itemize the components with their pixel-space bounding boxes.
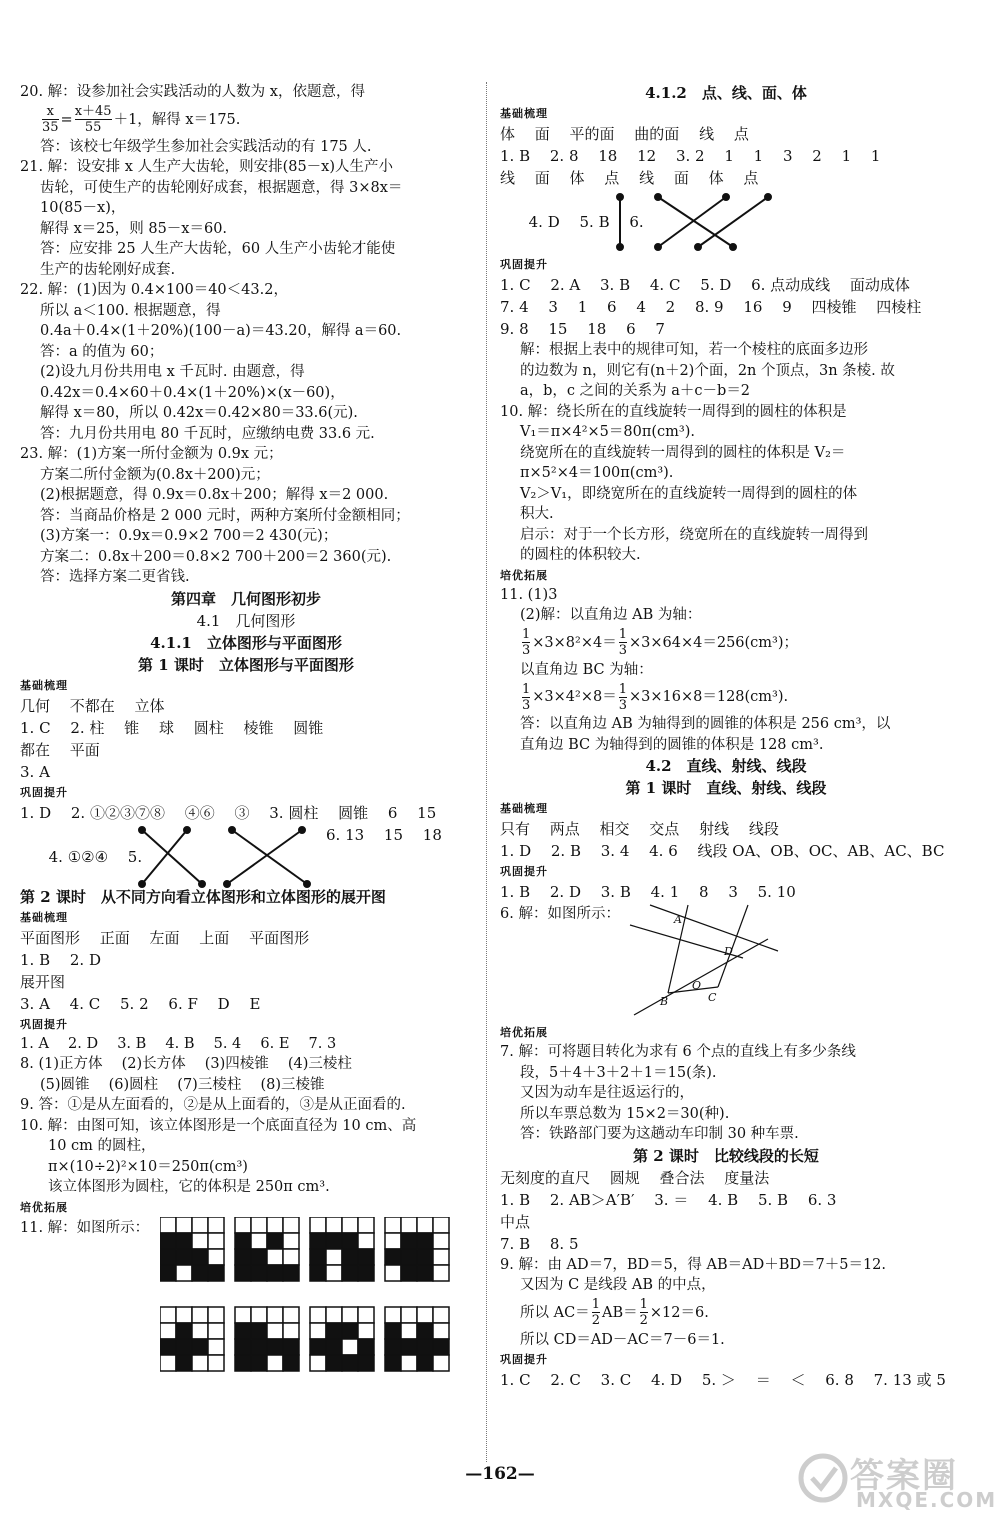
q21-line: 21. 解：设安排 x 人生产大齿轮，则安排(85－x)人生产小 [20, 159, 394, 175]
q22-line: 解得 x＝80，所以 0.42x＝0.42×80＝33.6(元). [40, 405, 358, 421]
answer-line: 只有 两点 相交 交点 射线 线段 [500, 820, 779, 838]
grid-cell [310, 1249, 326, 1265]
left-column [20, 82, 472, 1397]
grid-cell [326, 1307, 342, 1323]
answer-line: 9. 答：①是从左面看的，②是从上面看的，③是从正面看的. [20, 1097, 406, 1113]
q22-line: 0.4a＋0.4×(1＋20%)(100－a)＝43.20，解得 a＝60. [40, 323, 402, 339]
q20-equation [20, 103, 472, 137]
answer-line: (5)圆锥 (6)圆柱 (7)三棱柱 (8)三棱锥 [40, 1076, 325, 1093]
section-heading: 4.2 直线、射线、线段 [645, 757, 807, 775]
q20-line: 20. 解：设参加社会实践活动的人数为 x，依题意，得 [20, 84, 365, 100]
grid-cell [326, 1249, 342, 1265]
grid-cell [235, 1233, 251, 1249]
denominator: 3 [618, 697, 627, 713]
grid-cell [342, 1217, 358, 1233]
numerator: 1 [591, 1297, 600, 1312]
lesson-heading: 第 2 课时 比较线段的长短 [633, 1146, 819, 1165]
point-line-figure [608, 189, 788, 255]
answer-line: a，b，c 之间的关系为 a＋c－b＝2 [520, 383, 751, 399]
matching-figure [132, 826, 332, 890]
q4-q5-text: 4. ①②④ 5. [48, 847, 143, 866]
grid-cell [160, 1339, 176, 1355]
fraction [619, 682, 627, 713]
numerator: x [42, 104, 59, 120]
answer-line: 1. D 2. ①②③⑦⑧ ④⑥ ③ 3. 圆柱 圆锥 6 15 [20, 803, 437, 822]
grid-cell [251, 1323, 267, 1339]
q4-q6-text: 4. D 5. B 6. [528, 213, 644, 231]
grid-cell [267, 1355, 283, 1371]
grid-cell [208, 1339, 224, 1355]
consolidate-label: 巩固提升 [500, 865, 548, 878]
grid-cell [283, 1265, 299, 1281]
answer-line: 展开图 [20, 972, 66, 991]
numerator: 1 [639, 1297, 648, 1312]
volume-equation [500, 680, 952, 714]
grid-cell [385, 1355, 401, 1371]
grid-cell [251, 1307, 267, 1323]
grid-cell [267, 1339, 283, 1355]
q6-text: 6. 解：如图所示： [500, 906, 620, 922]
q23-line: 答：当商品价格是 2 000 元时，两种方案所付金额相同； [40, 507, 410, 524]
grid-cell [251, 1339, 267, 1355]
answer-line: 1. B 2. D [20, 950, 101, 969]
grid-cell [208, 1355, 224, 1371]
grid-cell [208, 1323, 224, 1339]
answer-line: (2)解：以直角边 AB 为轴： [520, 607, 702, 623]
q23-line: 方案二所付金额为(0.8x＋200)元； [40, 466, 270, 483]
answer-line: 所以 CD＝AD－AC＝7－6＝1. [520, 1331, 725, 1348]
fraction [522, 627, 530, 658]
answer-line: 1. C 2. A 3. B 4. C 5. D 6. 点动成线 面动成体 [500, 276, 910, 294]
chapter-heading: 第四章 几何图形初步 [170, 589, 321, 608]
grid-cell [342, 1249, 358, 1265]
grid-cell [326, 1323, 342, 1339]
extension-label: 培优拓展 [500, 568, 548, 582]
column-divider [486, 82, 487, 1462]
grid-cell [176, 1265, 192, 1281]
grid-cell [251, 1265, 267, 1281]
grid-cell [417, 1339, 433, 1355]
answer-line: 3. A [20, 762, 50, 781]
answer-line: 答：铁路部门要为这趟动车印制 30 种车票. [520, 1126, 799, 1142]
grid-cell [235, 1355, 251, 1371]
grid-cell [267, 1307, 283, 1323]
answer-line: 几何 不都在 立体 [20, 696, 165, 715]
answer-line: 无刻度的直尺 圆规 叠合法 度量法 [500, 1168, 770, 1187]
answer-line: π×(10÷2)²×10＝250π(cm³) [48, 1158, 248, 1175]
grid-cell [160, 1265, 176, 1281]
watermark-logo [798, 1448, 998, 1520]
q21-line: 齿轮，可使生产的齿轮刚好成套，根据题意，得 3×8x＝ [40, 179, 403, 196]
grid-cell [417, 1323, 433, 1339]
grid-cell [433, 1355, 449, 1371]
equation-part: ×3×8²×4＝ [532, 634, 617, 651]
subsection-heading: 4.1.2 点、线、面、体 [645, 84, 807, 102]
grid-cell [235, 1307, 251, 1323]
answer-line: 所以车票总数为 15×2＝30(种). [520, 1105, 730, 1122]
answer-line: V₂＞V₁，即绕宽所在的直线旋转一周得到的圆柱的体 [520, 485, 858, 502]
grid-cell [326, 1233, 342, 1249]
answer-line: 绕宽所在的直线旋转一周得到的圆柱的体积是 V₂＝ [520, 444, 846, 461]
lesson-heading: 第 2 课时 从不同方向看立体图形和立体图形的展开图 [20, 887, 386, 906]
grid-cell [433, 1217, 449, 1233]
view-grid [310, 1217, 374, 1281]
q23-line: (2)根据题意，得 0.9x＝0.8x＋200；解得 x＝2 000. [40, 487, 389, 503]
equation-rest: ×12＝6. [649, 1304, 709, 1321]
grid-cell [283, 1307, 299, 1323]
page-number: —162— [465, 1464, 535, 1484]
grid-cell [208, 1217, 224, 1233]
numerator: 1 [522, 681, 531, 697]
grid-cell [160, 1355, 176, 1371]
view-grid [310, 1307, 374, 1371]
grid-cell [358, 1339, 374, 1355]
grid-cell [401, 1339, 417, 1355]
grid-cell [208, 1233, 224, 1249]
grid-cell [160, 1323, 176, 1339]
point-label-O: O [692, 979, 702, 992]
equation-rest: ×3×64×4＝256(cm³)； [629, 634, 799, 651]
grid-cell [358, 1217, 374, 1233]
point-label-D: D [724, 945, 733, 958]
answer-line: 都在 平面 [20, 740, 100, 759]
grid-cell [310, 1339, 326, 1355]
grid-cell [192, 1339, 208, 1355]
answer-line: 1. D 2. B 3. 4 4. 6 线段 OA、OB、OC、AB、AC、BC [500, 842, 945, 860]
grid-cell [326, 1355, 342, 1371]
grid-cell [310, 1265, 326, 1281]
volume-equation [500, 626, 952, 660]
answer-line: 7. 解：可将题目转化为求有 6 个点的直线上有多少条线 [500, 1044, 856, 1060]
q11-text: 11. 解：如图所示： [20, 1219, 150, 1236]
answer-line: 10. 解：绕长所在的直线旋转一周得到的圆柱的体积是 [500, 403, 847, 420]
fraction [619, 627, 627, 658]
grid-cell [401, 1307, 417, 1323]
answer-line: 7. B 8. 5 [500, 1234, 579, 1253]
basics-label: 基础梳理 [500, 802, 548, 815]
grid-cell [192, 1217, 208, 1233]
q21-line: 10(85－x)， [40, 200, 126, 216]
answer-line: 直角边 BC 为轴得到的圆锥的体积是 128 cm³. [520, 736, 824, 753]
grid-cell [235, 1323, 251, 1339]
q23-line: 23. 解：(1)方案一所付金额为 0.9x 元； [20, 446, 283, 462]
denominator: 3 [522, 697, 531, 713]
matching-row [20, 824, 472, 886]
q22-line: 所以 a＜100. 根据题意，得 [40, 302, 221, 319]
grid-cell [267, 1323, 283, 1339]
grid-cell [235, 1265, 251, 1281]
answer-line: 解：根据上表中的规律可知，若一个棱柱的底面多边形 [520, 342, 868, 358]
grid-cell [160, 1233, 176, 1249]
grid-cell [417, 1355, 433, 1371]
q6-text: 6. 13 15 18 [326, 825, 442, 844]
numerator: x＋45 [74, 104, 112, 119]
cube-view-grids [160, 1217, 460, 1397]
equals: = [60, 111, 73, 128]
grid-cell [417, 1233, 433, 1249]
grid-cell [385, 1217, 401, 1233]
grid-cell [342, 1339, 358, 1355]
matching-row [500, 189, 952, 255]
grid-cell [401, 1323, 417, 1339]
grid-cell [235, 1217, 251, 1233]
basics-label: 基础梳理 [20, 678, 68, 692]
grid-cell [417, 1265, 433, 1281]
grid-cell [385, 1323, 401, 1339]
answer-line: V₁＝π×4²×5＝80π(cm³). [520, 424, 695, 440]
view-grid [385, 1307, 449, 1371]
answer-line: π×5²×4＝100π(cm³). [520, 465, 674, 481]
grid-cell [358, 1233, 374, 1249]
answer-line: 启示：对于一个长方形，绕宽所在的直线旋转一周得到 [520, 526, 868, 543]
answer-line: 又因为动车是往返运行的， [520, 1085, 694, 1101]
q21-line: 解得 x＝25，则 85－x＝60. [40, 220, 228, 237]
answer-line: 线 面 体 点 线 面 体 点 [500, 169, 759, 187]
watermark-domain: MXQE.COM [856, 1488, 998, 1512]
view-grid [385, 1217, 449, 1281]
q23-line: 方案二：0.8x＋200＝0.8×2 700＋200＝2 360(元). [40, 548, 392, 565]
grid-cell [358, 1249, 374, 1265]
grid-cell [283, 1249, 299, 1265]
grid-cell [401, 1217, 417, 1233]
q11-row [20, 1217, 472, 1397]
answer-line: 1. B 2. 8 18 12 3. 2 1 1 3 2 1 1 [500, 147, 881, 165]
watermark-text: 答案圈 [850, 1456, 958, 1496]
answer-line: 11. (1)3 [500, 586, 558, 603]
grid-cell [192, 1233, 208, 1249]
grid-cell [192, 1249, 208, 1265]
grid-cell [342, 1323, 358, 1339]
grid-cell [401, 1233, 417, 1249]
grid-cell [417, 1217, 433, 1233]
grid-cell [433, 1307, 449, 1323]
view-grids-svg [160, 1217, 460, 1397]
point-label-A: A [674, 913, 682, 926]
grid-cell [417, 1249, 433, 1265]
denominator: 2 [639, 1313, 648, 1328]
grid-cell [433, 1265, 449, 1281]
view-grid [160, 1217, 224, 1281]
grid-cell [283, 1233, 299, 1249]
lines-figure [628, 903, 788, 1021]
grid-cell [433, 1233, 449, 1249]
subsection-heading: 4.1.1 立体图形与平面图形 [150, 633, 342, 652]
grid-cell [401, 1265, 417, 1281]
q22-line: 答：九月份共用电 80 千瓦时，应缴纳电费 33.6 元. [40, 425, 375, 442]
q22-line: (2)设九月份共用电 x 千瓦时. 由题意，得 [40, 364, 305, 380]
grid-cell [283, 1339, 299, 1355]
watermark-icon [798, 1448, 848, 1508]
consolidate-label: 巩固提升 [20, 785, 68, 799]
extension-label: 培优拓展 [20, 1200, 68, 1214]
grid-cell [342, 1233, 358, 1249]
grid-cell [251, 1249, 267, 1265]
grid-cell [417, 1307, 433, 1323]
grid-cell [176, 1323, 192, 1339]
q22-line: 22. 解：(1)因为 0.4×100＝40＜43.2， [20, 282, 288, 298]
grid-cell [283, 1217, 299, 1233]
numerator: 1 [522, 627, 531, 642]
equation-part: 所以 AC＝ [520, 1304, 590, 1321]
answer-line: 10 cm 的圆柱， [48, 1138, 156, 1154]
answer-line: 的边数为 n，则它有(n＋2)个面，2n 个顶点，3n 条棱. 故 [520, 362, 895, 379]
grid-cell [385, 1307, 401, 1323]
grid-cell [176, 1249, 192, 1265]
grid-cell [358, 1323, 374, 1339]
numerator: 1 [618, 681, 627, 697]
basics-label: 基础梳理 [20, 910, 68, 924]
answer-line: 答：以直角边 AB 为轴得到的圆锥的体积是 256 cm³，以 [520, 716, 891, 732]
answer-line: 1. B 2. AB＞A′B′ 3. ＝ 4. B 5. B 6. 3 [500, 1190, 837, 1209]
fraction [592, 1297, 600, 1328]
grid-cell [385, 1339, 401, 1355]
view-grid [235, 1307, 299, 1371]
q20-answer: 答：该校七年级学生参加社会实践活动的有 175 人. [40, 138, 372, 155]
grid-cell [283, 1355, 299, 1371]
grid-cell [176, 1339, 192, 1355]
answer-line: 7. 4 3 1 6 4 2 8. 9 16 9 四棱锥 四棱柱 [500, 298, 922, 316]
grid-cell [235, 1249, 251, 1265]
fraction [640, 1297, 648, 1328]
grid-cell [160, 1249, 176, 1265]
answer-line: 1. C 2. 柱 锥 球 圆柱 棱锥 圆锥 [20, 718, 324, 737]
view-grid [235, 1217, 299, 1281]
extension-label: 培优拓展 [500, 1026, 548, 1039]
grid-cell [385, 1249, 401, 1265]
answer-line: 9. 解：由 AD＝7，BD＝5，得 AB＝AD＋BD＝7＋5＝12. [500, 1256, 887, 1273]
grid-cell [192, 1307, 208, 1323]
denominator: 3 [618, 643, 627, 658]
answer-line: 段，5＋4＋3＋2＋1＝15(条). [520, 1064, 717, 1081]
answer-line: 1. A 2. D 3. B 4. B 5. 4 6. E 7. 3 [20, 1035, 337, 1052]
grid-cell [326, 1265, 342, 1281]
grid-cell [160, 1307, 176, 1323]
answer-line: 8. (1)正方体 (2)长方体 (3)四棱锥 (4)三棱柱 [20, 1056, 352, 1072]
lesson-heading: 第 1 课时 直线、射线、线段 [625, 779, 827, 797]
midpoint-equation [500, 1296, 952, 1330]
grid-cell [310, 1307, 326, 1323]
denominator: 55 [84, 120, 102, 135]
answer-line: 10. 解：由图可知，该立体图形是一个底面直径为 10 cm、高 [20, 1117, 417, 1134]
numerator: 1 [618, 627, 627, 642]
equation-part: ×3×4²×8＝ [532, 689, 617, 705]
consolidate-label: 巩固提升 [20, 1017, 68, 1031]
grid-cell [385, 1233, 401, 1249]
grid-cell [208, 1265, 224, 1281]
grid-cell [267, 1217, 283, 1233]
grid-cell [310, 1233, 326, 1249]
grid-cell [401, 1249, 417, 1265]
grid-cell [433, 1249, 449, 1265]
q21-line: 生产的齿轮刚好成套. [40, 261, 176, 278]
equation-rest: ＋1，解得 x＝175. [113, 111, 241, 128]
lesson-heading: 第 1 课时 立体图形与平面图形 [138, 655, 354, 674]
equation-rest: ×3×16×8＝128(cm³). [629, 689, 789, 705]
grid-cell [160, 1217, 176, 1233]
consolidate-label: 巩固提升 [500, 1353, 548, 1366]
fraction [75, 104, 112, 135]
right-column [500, 82, 952, 1391]
grid-cell [385, 1265, 401, 1281]
grid-cell [283, 1323, 299, 1339]
grid-cell [310, 1323, 326, 1339]
answer-line: 体 面 平的面 曲的面 线 点 [500, 125, 749, 143]
grid-cell [326, 1339, 342, 1355]
grid-cell [342, 1355, 358, 1371]
grid-cell [176, 1233, 192, 1249]
answer-line: 3. A 4. C 5. 2 6. F D E [20, 994, 261, 1013]
grid-cell [176, 1217, 192, 1233]
q22-line: 答：a 的值为 60； [40, 343, 164, 360]
grid-cell [251, 1233, 267, 1249]
answer-line: 的圆柱的体积较大. [520, 547, 641, 563]
grid-cell [267, 1249, 283, 1265]
grid-cell [342, 1307, 358, 1323]
section-heading: 4.1 几何图形 [196, 611, 296, 630]
fraction [42, 104, 59, 135]
grid-cell [342, 1265, 358, 1281]
basics-label: 基础梳理 [500, 107, 548, 120]
grid-cell [433, 1339, 449, 1355]
q23-line: 答：选择方案二更省钱. [40, 569, 190, 585]
answer-line: 又因为 C 是线段 AB 的中点， [520, 1277, 716, 1293]
denominator: 3 [522, 643, 531, 658]
grid-cell [176, 1307, 192, 1323]
point-label-C: C [708, 991, 717, 1004]
grid-cell [358, 1307, 374, 1323]
grid-cell [192, 1355, 208, 1371]
answer-line: 1. C 2. C 3. C 4. D 5. ＞ ＝ ＜ 6. 8 7. 13 或 5 [500, 1371, 946, 1389]
answer-line: 1. B 2. D 3. B 4. 1 8 3 5. 10 [500, 883, 796, 901]
grid-cell [358, 1355, 374, 1371]
equation-part: AB＝ [601, 1304, 638, 1321]
denominator: 35 [42, 120, 59, 135]
denominator: 2 [591, 1313, 600, 1328]
grid-cell [192, 1323, 208, 1339]
q23-line: (3)方案一：0.9x＝0.9×2 700＝2 430(元)； [40, 528, 338, 544]
answer-line: 积大. [520, 506, 554, 522]
q21-line: 答：应安排 25 人生产大齿轮，60 人生产小齿轮才能使 [40, 241, 396, 257]
grid-cell [192, 1265, 208, 1281]
consolidate-label: 巩固提升 [500, 258, 548, 271]
point-label-B: B [660, 995, 669, 1008]
answer-line: 9. 8 15 18 6 7 [500, 320, 665, 338]
q22-line: 0.42x＝0.4×60＋0.4×(1＋20%)×(x－60)， [40, 384, 345, 401]
fraction [522, 682, 530, 713]
grid-cell [267, 1265, 283, 1281]
answer-line: 该立体图形为圆柱，它的体积是 250π cm³. [48, 1179, 330, 1195]
view-grid [160, 1307, 224, 1371]
q6-row [500, 903, 952, 1023]
grid-cell [326, 1217, 342, 1233]
grid-cell [267, 1233, 283, 1249]
grid-cell [358, 1265, 374, 1281]
grid-cell [251, 1355, 267, 1371]
grid-cell [310, 1355, 326, 1371]
grid-cell [401, 1355, 417, 1371]
answer-line: 中点 [500, 1212, 531, 1231]
grid-cell [235, 1339, 251, 1355]
grid-cell [433, 1323, 449, 1339]
answer-line: 平面图形 正面 左面 上面 平面图形 [20, 928, 310, 947]
grid-cell [208, 1307, 224, 1323]
grid-cell [310, 1217, 326, 1233]
grid-cell [208, 1249, 224, 1265]
grid-cell [176, 1355, 192, 1371]
grid-cell [251, 1217, 267, 1233]
answer-line: 以直角边 BC 为轴： [520, 661, 653, 678]
